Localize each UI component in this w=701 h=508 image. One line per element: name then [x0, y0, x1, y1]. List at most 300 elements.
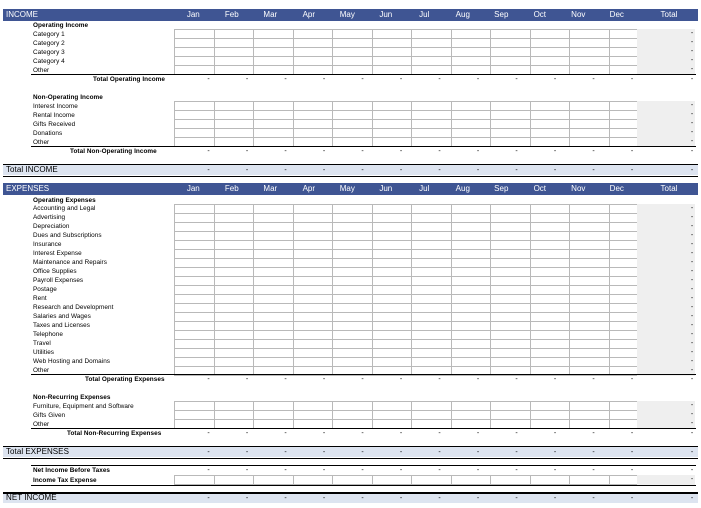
input-cell[interactable]	[570, 57, 610, 66]
input-cell[interactable]	[530, 268, 570, 277]
input-cell[interactable]	[214, 205, 254, 214]
input-cell[interactable]	[254, 129, 294, 138]
input-cell[interactable]	[254, 313, 294, 322]
input-cell[interactable]	[175, 349, 215, 358]
input-cell[interactable]	[570, 241, 610, 250]
input-cell[interactable]	[372, 340, 412, 349]
input-cell[interactable]	[254, 322, 294, 331]
input-cell[interactable]	[530, 205, 570, 214]
input-cell[interactable]	[175, 30, 215, 39]
input-cell[interactable]	[214, 223, 254, 232]
input-cell[interactable]	[175, 102, 215, 111]
input-cell[interactable]	[372, 30, 412, 39]
input-cell[interactable]	[372, 57, 412, 66]
input-cell[interactable]	[570, 223, 610, 232]
input-cell[interactable]	[570, 129, 610, 138]
input-cell[interactable]	[491, 102, 531, 111]
input-cell[interactable]	[293, 241, 333, 250]
input-cell[interactable]	[530, 102, 570, 111]
input-cell[interactable]	[412, 102, 452, 111]
input-cell[interactable]	[254, 48, 294, 57]
input-cell[interactable]	[175, 268, 215, 277]
input-cell[interactable]	[451, 411, 491, 420]
input-cell[interactable]	[372, 129, 412, 138]
input-cell[interactable]	[175, 120, 215, 129]
input-cell[interactable]	[451, 322, 491, 331]
input-cell[interactable]	[491, 331, 531, 340]
input-cell[interactable]	[570, 411, 610, 420]
input-cell[interactable]	[254, 205, 294, 214]
input-cell[interactable]	[412, 111, 452, 120]
input-cell[interactable]	[293, 277, 333, 286]
input-cell[interactable]	[175, 205, 215, 214]
input-cell[interactable]	[293, 30, 333, 39]
input-cell[interactable]	[254, 331, 294, 340]
input-cell[interactable]	[491, 48, 531, 57]
input-cell[interactable]	[293, 411, 333, 420]
input-cell[interactable]	[570, 349, 610, 358]
input-cell[interactable]	[412, 120, 452, 129]
input-cell[interactable]	[412, 331, 452, 340]
input-cell[interactable]	[175, 411, 215, 420]
input-cell[interactable]	[570, 39, 610, 48]
input-cell[interactable]	[530, 214, 570, 223]
input-cell[interactable]	[175, 304, 215, 313]
input-cell[interactable]	[451, 277, 491, 286]
input-cell[interactable]	[412, 205, 452, 214]
input-cell[interactable]	[175, 358, 215, 367]
input-cell[interactable]	[175, 214, 215, 223]
input-cell[interactable]	[214, 111, 254, 120]
input-cell[interactable]	[175, 129, 215, 138]
input-cell[interactable]	[530, 358, 570, 367]
input-cell[interactable]	[333, 268, 373, 277]
input-cell[interactable]	[530, 295, 570, 304]
input-cell[interactable]	[451, 340, 491, 349]
input-cell[interactable]	[254, 30, 294, 39]
input-cell[interactable]	[570, 286, 610, 295]
input-cell[interactable]	[491, 358, 531, 367]
input-cell[interactable]	[412, 30, 452, 39]
input-cell[interactable]	[412, 250, 452, 259]
input-cell[interactable]	[530, 57, 570, 66]
input-cell[interactable]	[214, 313, 254, 322]
input-cell[interactable]	[570, 295, 610, 304]
input-cell[interactable]	[293, 340, 333, 349]
input-cell[interactable]	[570, 259, 610, 268]
input-cell[interactable]	[175, 39, 215, 48]
input-cell[interactable]	[175, 322, 215, 331]
input-cell[interactable]	[530, 241, 570, 250]
input-cell[interactable]	[175, 313, 215, 322]
input-cell[interactable]	[175, 277, 215, 286]
input-cell[interactable]	[293, 295, 333, 304]
input-cell[interactable]	[254, 259, 294, 268]
input-cell[interactable]	[412, 232, 452, 241]
input-cell[interactable]	[372, 322, 412, 331]
input-cell[interactable]	[570, 304, 610, 313]
input-cell[interactable]	[372, 111, 412, 120]
input-cell[interactable]	[333, 205, 373, 214]
input-cell[interactable]	[530, 304, 570, 313]
input-cell[interactable]	[570, 331, 610, 340]
input-cell[interactable]	[530, 232, 570, 241]
input-cell[interactable]	[570, 111, 610, 120]
input-cell[interactable]	[530, 286, 570, 295]
input-cell[interactable]	[412, 295, 452, 304]
input-cell[interactable]	[530, 277, 570, 286]
input-cell[interactable]	[530, 411, 570, 420]
input-cell[interactable]	[372, 48, 412, 57]
input-cell[interactable]	[530, 476, 570, 485]
input-cell[interactable]	[451, 476, 491, 485]
input-cell[interactable]	[175, 250, 215, 259]
input-cell[interactable]	[175, 232, 215, 241]
input-cell[interactable]	[293, 250, 333, 259]
input-cell[interactable]	[372, 358, 412, 367]
input-cell[interactable]	[372, 313, 412, 322]
input-cell[interactable]	[214, 129, 254, 138]
input-cell[interactable]	[254, 57, 294, 66]
input-cell[interactable]	[175, 331, 215, 340]
input-cell[interactable]	[333, 223, 373, 232]
input-cell[interactable]	[372, 268, 412, 277]
input-cell[interactable]	[491, 476, 531, 485]
input-cell[interactable]	[293, 111, 333, 120]
input-cell[interactable]	[254, 286, 294, 295]
input-cell[interactable]	[293, 48, 333, 57]
input-cell[interactable]	[175, 402, 215, 411]
input-cell[interactable]	[491, 232, 531, 241]
input-cell[interactable]	[530, 313, 570, 322]
input-cell[interactable]	[333, 241, 373, 250]
input-cell[interactable]	[214, 259, 254, 268]
input-cell[interactable]	[491, 241, 531, 250]
input-cell[interactable]	[293, 322, 333, 331]
input-cell[interactable]	[451, 295, 491, 304]
input-cell[interactable]	[530, 129, 570, 138]
input-cell[interactable]	[254, 349, 294, 358]
input-cell[interactable]	[333, 402, 373, 411]
input-cell[interactable]	[530, 223, 570, 232]
input-cell[interactable]	[530, 30, 570, 39]
input-cell[interactable]	[372, 304, 412, 313]
input-cell[interactable]	[530, 48, 570, 57]
input-cell[interactable]	[491, 313, 531, 322]
input-cell[interactable]	[254, 111, 294, 120]
input-cell[interactable]	[175, 286, 215, 295]
input-cell[interactable]	[333, 102, 373, 111]
input-cell[interactable]	[214, 120, 254, 129]
input-cell[interactable]	[214, 250, 254, 259]
input-cell[interactable]	[293, 205, 333, 214]
input-cell[interactable]	[530, 402, 570, 411]
input-cell[interactable]	[214, 358, 254, 367]
input-cell[interactable]	[372, 250, 412, 259]
input-cell[interactable]	[412, 286, 452, 295]
input-cell[interactable]	[333, 277, 373, 286]
input-cell[interactable]	[214, 57, 254, 66]
input-cell[interactable]	[451, 102, 491, 111]
input-cell[interactable]	[451, 111, 491, 120]
input-cell[interactable]	[530, 250, 570, 259]
input-cell[interactable]	[333, 286, 373, 295]
input-cell[interactable]	[214, 295, 254, 304]
input-cell[interactable]	[254, 295, 294, 304]
input-cell[interactable]	[175, 57, 215, 66]
input-cell[interactable]	[372, 331, 412, 340]
input-cell[interactable]	[451, 304, 491, 313]
input-cell[interactable]	[491, 111, 531, 120]
input-cell[interactable]	[570, 102, 610, 111]
input-cell[interactable]	[254, 39, 294, 48]
input-cell[interactable]	[570, 313, 610, 322]
input-cell[interactable]	[491, 205, 531, 214]
input-cell[interactable]	[372, 232, 412, 241]
input-cell[interactable]	[451, 402, 491, 411]
input-cell[interactable]	[412, 48, 452, 57]
input-cell[interactable]	[412, 57, 452, 66]
input-cell[interactable]	[412, 358, 452, 367]
input-cell[interactable]	[570, 120, 610, 129]
input-cell[interactable]	[333, 349, 373, 358]
input-cell[interactable]	[293, 214, 333, 223]
input-cell[interactable]	[570, 402, 610, 411]
input-cell[interactable]	[175, 223, 215, 232]
input-cell[interactable]	[333, 250, 373, 259]
input-cell[interactable]	[175, 48, 215, 57]
input-cell[interactable]	[333, 331, 373, 340]
input-cell[interactable]	[333, 411, 373, 420]
input-cell[interactable]	[372, 259, 412, 268]
input-cell[interactable]	[175, 476, 215, 485]
input-cell[interactable]	[491, 295, 531, 304]
input-cell[interactable]	[412, 268, 452, 277]
input-cell[interactable]	[412, 259, 452, 268]
input-cell[interactable]	[293, 259, 333, 268]
input-cell[interactable]	[451, 286, 491, 295]
input-cell[interactable]	[175, 295, 215, 304]
input-cell[interactable]	[451, 39, 491, 48]
input-cell[interactable]	[570, 322, 610, 331]
input-cell[interactable]	[412, 313, 452, 322]
input-cell[interactable]	[254, 277, 294, 286]
input-cell[interactable]	[254, 102, 294, 111]
input-cell[interactable]	[333, 358, 373, 367]
input-cell[interactable]	[451, 268, 491, 277]
input-cell[interactable]	[412, 277, 452, 286]
input-cell[interactable]	[293, 402, 333, 411]
input-cell[interactable]	[333, 39, 373, 48]
input-cell[interactable]	[214, 39, 254, 48]
input-cell[interactable]	[254, 304, 294, 313]
input-cell[interactable]	[412, 129, 452, 138]
input-cell[interactable]	[491, 30, 531, 39]
input-cell[interactable]	[254, 340, 294, 349]
input-cell[interactable]	[570, 48, 610, 57]
input-cell[interactable]	[214, 331, 254, 340]
input-cell[interactable]	[254, 241, 294, 250]
input-cell[interactable]	[570, 277, 610, 286]
input-cell[interactable]	[491, 322, 531, 331]
input-cell[interactable]	[412, 411, 452, 420]
input-cell[interactable]	[491, 250, 531, 259]
input-cell[interactable]	[254, 232, 294, 241]
input-cell[interactable]	[175, 111, 215, 120]
input-cell[interactable]	[333, 120, 373, 129]
input-cell[interactable]	[491, 349, 531, 358]
input-cell[interactable]	[491, 286, 531, 295]
input-cell[interactable]	[372, 349, 412, 358]
input-cell[interactable]	[175, 259, 215, 268]
input-cell[interactable]	[214, 322, 254, 331]
input-cell[interactable]	[570, 268, 610, 277]
input-cell[interactable]	[451, 205, 491, 214]
input-cell[interactable]	[254, 358, 294, 367]
input-cell[interactable]	[530, 322, 570, 331]
input-cell[interactable]	[293, 358, 333, 367]
input-cell[interactable]	[491, 411, 531, 420]
input-cell[interactable]	[451, 358, 491, 367]
input-cell[interactable]	[254, 120, 294, 129]
input-cell[interactable]	[214, 277, 254, 286]
input-cell[interactable]	[372, 286, 412, 295]
input-cell[interactable]	[175, 241, 215, 250]
input-cell[interactable]	[293, 223, 333, 232]
input-cell[interactable]	[333, 111, 373, 120]
input-cell[interactable]	[412, 241, 452, 250]
input-cell[interactable]	[333, 232, 373, 241]
input-cell[interactable]	[214, 304, 254, 313]
input-cell[interactable]	[530, 340, 570, 349]
input-cell[interactable]	[293, 232, 333, 241]
input-cell[interactable]	[491, 268, 531, 277]
input-cell[interactable]	[451, 250, 491, 259]
input-cell[interactable]	[491, 402, 531, 411]
input-cell[interactable]	[491, 129, 531, 138]
input-cell[interactable]	[293, 129, 333, 138]
input-cell[interactable]	[412, 349, 452, 358]
input-cell[interactable]	[333, 30, 373, 39]
input-cell[interactable]	[333, 129, 373, 138]
input-cell[interactable]	[372, 241, 412, 250]
input-cell[interactable]	[372, 402, 412, 411]
input-cell[interactable]	[412, 304, 452, 313]
input-cell[interactable]	[254, 411, 294, 420]
input-cell[interactable]	[333, 48, 373, 57]
input-cell[interactable]	[570, 340, 610, 349]
input-cell[interactable]	[293, 304, 333, 313]
input-cell[interactable]	[372, 223, 412, 232]
input-cell[interactable]	[254, 250, 294, 259]
input-cell[interactable]	[530, 349, 570, 358]
input-cell[interactable]	[293, 286, 333, 295]
input-cell[interactable]	[333, 259, 373, 268]
input-cell[interactable]	[570, 358, 610, 367]
input-cell[interactable]	[214, 30, 254, 39]
input-cell[interactable]	[451, 331, 491, 340]
input-cell[interactable]	[214, 102, 254, 111]
input-cell[interactable]	[451, 30, 491, 39]
input-cell[interactable]	[491, 214, 531, 223]
input-cell[interactable]	[451, 57, 491, 66]
input-cell[interactable]	[214, 476, 254, 485]
input-cell[interactable]	[451, 120, 491, 129]
input-cell[interactable]	[412, 223, 452, 232]
input-cell[interactable]	[293, 476, 333, 485]
input-cell[interactable]	[412, 402, 452, 411]
input-cell[interactable]	[491, 57, 531, 66]
input-cell[interactable]	[491, 39, 531, 48]
input-cell[interactable]	[214, 48, 254, 57]
input-cell[interactable]	[570, 232, 610, 241]
input-cell[interactable]	[214, 241, 254, 250]
input-cell[interactable]	[570, 476, 610, 485]
input-cell[interactable]	[293, 313, 333, 322]
input-cell[interactable]	[333, 304, 373, 313]
input-cell[interactable]	[333, 295, 373, 304]
input-cell[interactable]	[372, 295, 412, 304]
input-cell[interactable]	[293, 120, 333, 129]
input-cell[interactable]	[293, 39, 333, 48]
input-cell[interactable]	[175, 340, 215, 349]
input-cell[interactable]	[372, 411, 412, 420]
input-cell[interactable]	[372, 277, 412, 286]
input-cell[interactable]	[214, 411, 254, 420]
input-cell[interactable]	[333, 340, 373, 349]
input-cell[interactable]	[491, 340, 531, 349]
input-cell[interactable]	[254, 223, 294, 232]
input-cell[interactable]	[491, 277, 531, 286]
input-cell[interactable]	[214, 214, 254, 223]
input-cell[interactable]	[214, 349, 254, 358]
input-cell[interactable]	[372, 205, 412, 214]
input-cell[interactable]	[451, 129, 491, 138]
input-cell[interactable]	[570, 30, 610, 39]
input-cell[interactable]	[214, 402, 254, 411]
input-cell[interactable]	[293, 331, 333, 340]
input-cell[interactable]	[254, 268, 294, 277]
input-cell[interactable]	[333, 57, 373, 66]
input-cell[interactable]	[530, 331, 570, 340]
input-cell[interactable]	[451, 259, 491, 268]
input-cell[interactable]	[412, 39, 452, 48]
input-cell[interactable]	[491, 259, 531, 268]
input-cell[interactable]	[412, 214, 452, 223]
input-cell[interactable]	[372, 102, 412, 111]
input-cell[interactable]	[333, 313, 373, 322]
input-cell[interactable]	[530, 120, 570, 129]
input-cell[interactable]	[254, 476, 294, 485]
input-cell[interactable]	[372, 120, 412, 129]
input-cell[interactable]	[451, 313, 491, 322]
input-cell[interactable]	[530, 259, 570, 268]
input-cell[interactable]	[333, 476, 373, 485]
input-cell[interactable]	[491, 223, 531, 232]
input-cell[interactable]	[293, 268, 333, 277]
input-cell[interactable]	[491, 120, 531, 129]
input-cell[interactable]	[570, 214, 610, 223]
input-cell[interactable]	[372, 214, 412, 223]
input-cell[interactable]	[293, 57, 333, 66]
input-cell[interactable]	[333, 214, 373, 223]
input-cell[interactable]	[214, 286, 254, 295]
input-cell[interactable]	[372, 476, 412, 485]
input-cell[interactable]	[214, 340, 254, 349]
input-cell[interactable]	[333, 322, 373, 331]
input-cell[interactable]	[570, 205, 610, 214]
input-cell[interactable]	[412, 340, 452, 349]
